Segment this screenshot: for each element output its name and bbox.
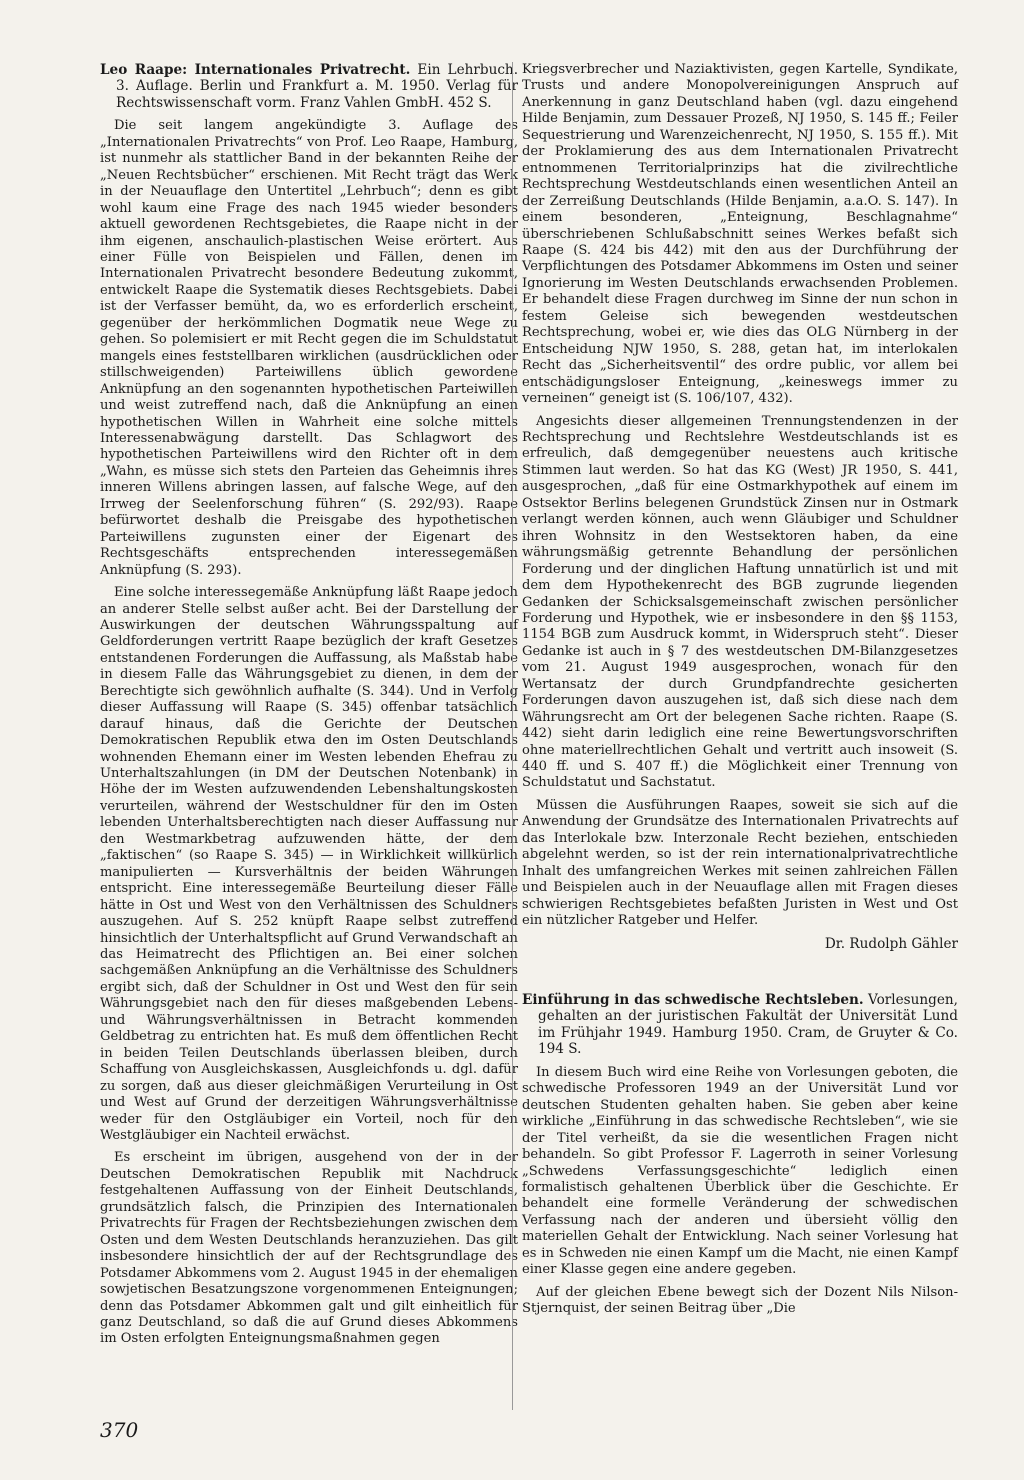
column-divider <box>512 62 513 1410</box>
paragraph: Auf der gleichen Ebene bewegt sich der Dozent Nils Nilson-Stjernquist, der seinen Beitrag über „Die <box>522 1284 958 1317</box>
review-title-raape: Leo Raape: Internationales Privatrecht. <box>100 62 411 78</box>
page-number: 370 <box>100 1418 139 1442</box>
review-bibliography-schweden: Vorlesungen, gehalten an der juristischen Fakultät der Universität Lund im Frühjahr 1949. Hamburg 1950. Cram, de Gruyter & Co. 194 S. <box>538 992 958 1058</box>
author-signature: Dr. Rudolph Gähler <box>824 935 958 952</box>
review-heading-schweden <box>522 992 958 1058</box>
paragraph: Müssen die Ausführungen Raapes, soweit sie sich auf die Anwendung der Grundsätze des Internationalen Privatrechts auf das Interlokale bzw. Interzonale Recht beziehen, entschieden abgelehnt werden, so ist der rein internationalprivatrechtliche Inhalt des umfangreichen Werkes mit seinen zahlreichen Fällen und Beispielen auch in der Neuauflage allen mit Fragen dieses schwierigen Rechtsgebietes befaßten Juristen in West und Ost ein nützlicher Ratgeber und Helfer. <box>522 797 958 929</box>
paragraph: In diesem Buch wird eine Reihe von Vorlesungen geboten, die schwedische Professoren 1949 an der Universität Lund vor deutschen Studenten gehalten haben. Sie geben aber keine wirkliche „Einführung in das schwedische Rechtsleben“, wie sie der Titel verheißt, da sie die wesentlichen Fragen nicht behandeln. So gibt Professor F. Lagerroth in seiner Vorlesung „Schwedens Verfassungsgeschichte“ lediglich einen formalistisch gehaltenen Überblick über die Geschichte. Er behandelt eine formelle Veränderung der schwedischen Verfassung nach der anderen und übersieht völlig den materiellen Gehalt der Entwicklung. Nach seiner Vorlesung hat es in Schweden nie einen Kampf um die Macht, nie einen Kampf einer Klasse gegen eine andere gegeben. <box>522 1064 958 1278</box>
paragraph: Es erscheint im übrigen, ausgehend von der in der Deutschen Demokratischen Republik mit Nachdruck festgehaltenen Auffassung von der Einheit Deutschlands, grundsätzlich falsch, die Prinzipien des Internationalen Privatrechts für Fragen der Rechtsbeziehungen zwischen dem Osten und dem Westen Deutschlands heranzuziehen. Das gilt insbesondere hinsichtlich der auf der Rechtsgrundlage des Potsdamer Abkommens vom 2. August 1945 in der ehemaligen sowjetischen Besatzungszone vorgenommenen Enteignungen; denn das Potsdamer Abkommen galt und gilt einheitlich für ganz Deutschland, so daß die auf Grund dieses Abkommens im Osten erfolgten Enteignungsmaßnahmen gegen <box>100 1150 518 1347</box>
left-column <box>100 62 518 1354</box>
review-title-schweden: Einführung in das schwedische Rechtsleben. <box>522 992 864 1009</box>
review-bibliography-raape: Ein Lehrbuch. 3. Auflage. Berlin und Frankfurt a. M. 1950. Verlag für Rechtswissenschaft vorm. Franz Vahlen GmbH. 452 S. <box>116 62 519 111</box>
paragraph: Die seit langem angekündigte 3. Auflage des „Internationalen Privatrechts“ von Prof. Leo Raape, Hamburg, ist nunmehr als stattlicher Band in der bekannten Reihe der „Neuen Rechtsbücher“ erschienen. Mit Recht trägt das Werk in der Neuauflage den Untertitel „Lehrbuch“; denn es gibt wohl kaum eine Frage des nach 1945 wieder besonders aktuell gewordenen Rechtsgebietes, die Raape nicht in der ihm eigenen, anschaulich-plastischen Weise erörtert. Aus einer Fülle von Beispielen und Fällen, denen im Internationalen Privatrecht besondere Bedeutung zukommt, entwickelt Raape die Systematik dieses Rechtsgebiets. Dabei ist der Verfasser bemüht, da, wo es erforderlich erscheint, gegenüber der herkömmlichen Dogmatik neue Wege zu gehen. So polemisiert er mit Recht gegen die im Schuldstatut mangels eines feststellbaren wirklichen (ausdrücklichen oder stillschweigenden) Parteiwillens üblich gewordene Anknüpfung an den sogenannten hypothetischen Parteiwillen und weist zutreffend nach, daß die Anknüpfung an einen hypothetischen Willen in Wahrheit eine solche mittels Interessenabwägung darstellt. Das Schlagwort des hypothetischen Parteiwillens wird den Richter oft in dem „Wahn, es müsse sich stets den Parteien das Geheimnis ihres inneren Willens abringen lassen, auf falsche Wege, auf den Irrweg der Seelenforschung führen“ (S. 292/93). Raape befürwortet deshalb die Preisgabe des hypothetischen Parteiwillens zugunsten einer der Eigenart des Rechtsgeschäfts entsprechenden interessegemäßen Anknüpfung (S. 293). <box>100 118 518 578</box>
review-heading-raape <box>100 62 518 111</box>
paragraph: Kriegsverbrecher und Naziaktivisten, gegen Kartelle, Syndikate, Trusts und andere Monopolvereinigungen Anspruch auf Anerkennung in ganz Deutschland haben (vgl. dazu eingehend Hilde Benjamin, zum Dessauer Prozeß, NJ 1950, S. 145 ff.; Feiler Sequestrierung und Warenzeichenrecht, NJ 1950, S. 155 ff.). Mit der Proklamierung des aus dem Internationalen Privatrecht entnommenen Territorialprinzips hat die zivilrechtliche Rechtsprechung Westdeutschlands einen wesentlichen Anteil an der Zerreißung Deutschlands (Hilde Benjamin, a.a.O. S. 147). In einem besonderen, „Enteignung, Beschlagnahme“ überschriebenen Schlußabschnitt seines Werkes befaßt sich Raape (S. 424 bis 442) mit den aus der Durchführung der Verpflichtungen des Potsdamer Abkommens im Osten und seiner Ignorierung im Westen Deutschlands erwachsenden Problemen. Er behandelt diese Fragen durchweg im Sinne der nun schon in festem Geleise sich bewegenden westdeutschen Rechtsprechung, wobei er, wie dies das OLG Nürnberg in der Entscheidung NJW 1950, S. 288, getan hat, im interlokalen Recht das „Sicherheitsventil“ des ordre public, vor allem bei entschädigungsloser Enteignung, „keineswegs immer zu verneinen“ geneigt ist (S. 106/107, 432). <box>522 62 958 407</box>
paragraph: Eine solche interessegemäße Anknüpfung läßt Raape jedoch an anderer Stelle selbst außer acht. Bei der Darstellung der Auswirkungen der deutschen Währungsspaltung auf Geldforderungen vertritt Raape bezüglich der kraft Gesetzes entstandenen Forderungen die Auffassung, als Maßstab habe in diesem Falle das Währungsgebiet zu dienen, in dem der Berechtigte sich gewöhnlich aufhalte (S. 344). Und in Verfolg dieser Auffassung will Raape (S. 345) offenbar tatsächlich darauf hinaus, daß die Gerichte der Deutschen Demokratischen Republik etwa den im Osten Deutschlands wohnenden Ehemann einer im Westen lebenden Ehefrau zu Unterhaltszahlungen (in DM der Deutschen Notenbank) in Höhe der im Westen aufzuwendenden Lebenshaltungskosten verurteilen, während der Westschuldner für den im Osten lebenden Unterhaltsberechtigten nach dieser Auffassung nur den Westmarkbetrag aufzuwenden hätte, der dem „faktischen“ (so Raape S. 345) — in Wirklichkeit willkürlich manipulierten — Kursverhältnis der beiden Währungen entspricht. Eine interessegemäße Beurteilung dieser Fälle hätte in Ost und West von den Verhältnissen des Schuldners auszugehen. Auf S. 252 knüpft Raape selbst zutreffend hinsichtlich der Unterhaltspflicht auf Grund Verwandschaft an das Heimatrecht des Pflichtigen an. Bei einer solchen sachgemäßen Anknüpfung an die Verhältnisse des Schuldners ergibt sich, daß der Schuldner in Ost und West den für sein Währungsgebiet nach den für dieses maßgebenden Lebens- und Währungsverhältnissen in Betracht kommenden Geldbetrag zu entrichten hat. Es muß dem öffentlichen Recht in beiden Teilen Deutschlands überlassen bleiben, durch Schaffung von Ausgleichskassen, Ausgleichfonds u. dgl. dafür zu sorgen, daß aus dieser gleichmäßigen Verurteilung in Ost und West auf Grund der derzeitigen Währungsverhältnisse weder für den Ostgläubiger ein Vorteil, noch für den Westgläubiger ein Nachteil erwächst. <box>100 585 518 1143</box>
right-column <box>522 62 958 1324</box>
paragraph: Angesichts dieser allgemeinen Trennungstendenzen in der Rechtsprechung und Rechtslehre Westdeutschlands ist es erfreulich, daß demgegenüber neuestens auch kritische Stimmen laut werden. So hat das KG (West) JR 1950, S. 441, ausgesprochen, „daß für eine Ostmarkhypothek auf einem im Ostsektor Berlins belegenen Grundstück Zinsen nur in Ostmark verlangt werden können, auch wenn Gläubiger und Schuldner ihren Wohnsitz in den Westsektoren haben, da eine währungsmäßig getrennte Behandlung der persönlichen Forderung und der dinglichen Haftung unnatürlich ist und mit dem dem Hypothekenrecht des BGB zugrunde liegenden Gedanken der Schicksalsgemeinschaft zwischen persönlicher Forderung und Hypothek, wie er insbesondere in den §§ 1153, 1154 BGB zum Ausdruck kommt, in Widerspruch steht“. Dieser Gedanke ist auch in § 7 des westdeutschen DM-Bilanzgesetzes vom 21. August 1949 ausgesprochen, wonach für den Wertansatz der durch Grundpfandrechte gesicherten Forderungen davon auszugehen ist, daß sich diese nach dem Währungsrecht am Ort der belegenen Sache richten. Raape (S. 442) sieht darin lediglich eine reine Bewertungsvorschriften ohne materiellrechtlichen Gehalt und vertritt auch insoweit (S. 440 ff. und S. 407 ff.) die Möglichkeit einer Trennung von Schuldstatut und Sachstatut. <box>522 413 958 791</box>
